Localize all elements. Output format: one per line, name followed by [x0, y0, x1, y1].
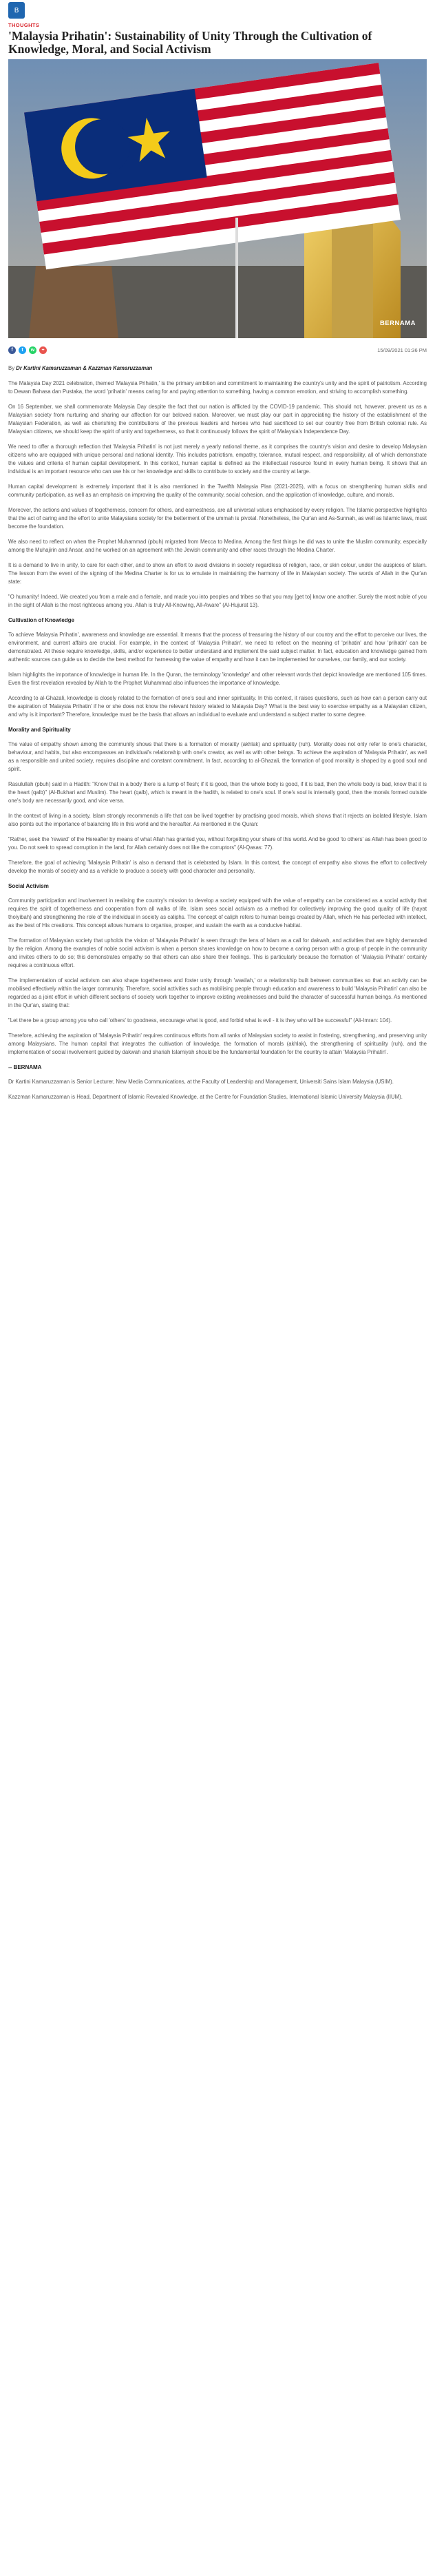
paragraph: We also need to reflect on when the Prophet Muhammad (pbuh) migrated from Mecca to Medina. Among the first things he did was to unite the Muslim community, especially among the Muhajirin and Ansar, and he worked on an agreement with the Jewish community and other races through the Medina Charter.	[8, 539, 427, 553]
watermark: BERNAMA	[379, 320, 416, 327]
quote: "Rather, seek the 'reward' of the Hereafter by means of what Allah has granted you, without forgetting your share of this world. And be good 'to others' as Allah has been good to you. Do not seek to spread corruption in the land, for Allah certainly does not like the corruptors" (Al-Qasas: 77).	[8, 836, 427, 851]
paragraph: According to al-Ghazali, knowledge is closely related to the formation of one's soul and inner spirituality. In this context, it raises questions, such as how can a person carry out the aspiration of 'Malaysia Prihatin' if he or she does not know the relevant history related to Malaysia Day? What is the best way to exercise empathy as a Malaysian citizen, and why is it important? Therefore, knowledge must be the basis that allows an individual to evaluate and understand a subject matter to some degree.	[8, 695, 427, 718]
publish-date: 15/09/2021 01:36 PM	[377, 346, 427, 353]
paragraph: Therefore, achieving the aspiration of 'Malaysia Prihatin' requires continuous efforts from all ranks of Malaysian society to assist in fostering, strengthening, and preserving unity among Malaysians. The human capital that integrates the cultivation of knowledge, the formation of morals (akhlak), the strengthening of spirituality (ruh), and the implementation of social involvement guided by dakwah and shariah Islamiyah should be the fundamental foundation for the country to attain 'Malaysia Prihatin'.	[8, 1032, 427, 1055]
byline-prefix: By	[8, 365, 17, 371]
quote: "Let there be a group among you who call 'others' to goodness, encourage what is good, and forbid what is evil - it is they who will be successful" (Ali-Imran: 104).	[8, 1017, 392, 1024]
paragraph: The formation of Malaysian society that upholds the vision of 'Malaysia Prihatin' is seen through the lens of Islam as a call for dakwah, and activities that are highly demanded by the religion. Among the examples of noble social activism is when a person shares knowledge on how to become a caring person with a group of people in the community and invites others to do so; this demonstrates empathy so that others can also share their feelings. This is particularly because the formation of 'Malaysia Prihatin' certainly requires a continuous effort.	[8, 937, 427, 968]
paragraph: The Malaysia Day 2021 celebration, themed 'Malaysia Prihatin,' is the primary ambition and commitment to maintaining the country's unity and the spirit of patriotism. According to Dewan Bahasa dan Pustaka, the word 'prihatin' means caring for and paying attention to something, having a common emotion, and striving to accomplish something.	[8, 380, 427, 395]
hero-image	[8, 59, 427, 338]
article-title: 'Malaysia Prihatin': Sustainability of Unity Through the Cultivation of Knowledge, Moral, and Social Activism	[8, 29, 372, 56]
bernama-logo[interactable]: B	[8, 2, 25, 19]
quote: "O humanity! Indeed, We created you from a male and a female, and made you into peoples and tribes so that you may [get to] know one another. Surely the most noble of you in the sight of Allah is the most righteous among you. Allah is truly All-Knowing, All-Aware" (Al-Hujurat 13).	[8, 594, 427, 608]
paragraph: The value of empathy shown among the community shows that there is a formation of morality (akhlak) and spirituality (ruh). Morality does not only refer to one's character, behaviour, and habits, but also encompasses an individual's relationship with one's creator, as well as with other beings. To achieve the aspiration of 'Malaysia Prihatin', as well as a responsible and united society, requires discipline and constant commitment. In fact, according to al-Ghazali, the formation of good morality is shaped by a good soul and spirit.	[8, 741, 427, 772]
paragraph: It is a demand to live in unity, to care for each other, and to show an effort to avoid divisions in society regardless of religion, race, or skin colour, under the auspices of Islam. The lesson from the event of the signing of the Medina Charter is for us to emulate in maintaining the harmony of life in Malaysian society. The words of Allah in the Qur'an state:	[8, 562, 427, 585]
paragraph: Community participation and involvement in realising the country's mission to develop a society equipped with the value of empathy can be considered as a social activity that requires the spirit of togetherness and cooperation from all walks of life. Islam sees social activism as a method for collectively improving the good quality of life (hayat thoiyibah) and strengthening the role of the individual in society as caliphs. The concept of caliph refers to human beings created by Allah, which He has perfected with intellect, as the best of His creations. This concept allows humans to organise, prosper, and sustain the earth as a conducive habitat.	[8, 897, 427, 928]
section-heading: Morality and Spirituality	[8, 727, 71, 733]
article-body	[8, 364, 427, 1101]
twitter-icon[interactable]: t	[19, 346, 26, 354]
section-heading: Cultivation of Knowledge	[8, 617, 74, 623]
category-label[interactable]: THOUGHTS	[8, 22, 40, 28]
byline-authors: Dr Kartini Kamaruzzaman & Kazzman Kamaruzzaman	[16, 365, 153, 371]
share-bar	[8, 346, 47, 354]
paragraph: Moreover, the actions and values of togetherness, concern for others, and earnestness, are all universal values emphasised by every religion. The Islamic perspective highlights that the act of caring and the effort to unite Malaysians society for the betterment of the ummah is pivotal. Nonetheless, the Qur'an and As-Sunnah, as well as Islamic laws, must become the foundation.	[8, 507, 427, 530]
site-header	[0, 0, 435, 21]
paragraph: Islam highlights the importance of knowledge in human life. In the Quran, the terminology 'knowledge' and other relevant words that depict knowledge are mentioned 105 times. Even the first revelation revealed by Allah to the Prophet Muhammad also influences the importance of knowledge.	[8, 672, 427, 686]
byline	[8, 364, 427, 373]
author-bio: Dr Kartini Kamaruzzaman is Senior Lecturer, New Media Communications, at the Faculty of Leadership and Management, Universiti Sains Islam Malaysia (USIM).	[8, 1079, 394, 1085]
paragraph: We need to offer a thorough reflection that 'Malaysia Prihatin' is not just merely a yearly national theme, as it comprises the country's vision and desire to develop Malaysian citizens who are equipped with unique personal and national identity. This includes patriotism, empathy, tolerance, mutual respect, and responsibility, all of which demonstrate the values and criteria of human capital development. In this context, human capital is defined as the intellectual resource found in every human being. It shows that an individual is an important resource who can use his or her knowledge and skills to contribute to society and the country at large.	[8, 444, 427, 475]
whatsapp-icon[interactable]: w	[29, 346, 36, 354]
paragraph: Human capital development is extremely important that it is also mentioned in the Twelfth Malaysia Plan (2021-2025), with a focus on strengthening human skills and community participation, as well as an emphasis on improving the quality of the community, social cohesion, and the application of knowledge, culture, and morals.	[8, 484, 427, 498]
article-meta	[8, 344, 427, 356]
section-heading: Social Activism	[8, 883, 49, 889]
paragraph: Therefore, the goal of achieving 'Malaysia Prihatin' is also a demand that is celebrated by Islam. In this context, the concept of empathy also shows the effort to collectively develop the morals of society and as a vehicle to produce a society with good character and personality.	[8, 860, 427, 874]
paragraph: Rasulullah (pbuh) said in a Hadith: "Know that in a body there is a lump of flesh; if it is good, then the whole body is good, if it is bad, then the whole body is bad, know that it is the heart (qalb)" (Al-Bukhari and Muslim). The heart (qalb), which is meant in the hadith, is related to one's soul. If one's soul is internally good, then the morals formed outside one's body are necessarily good, and vice versa.	[8, 781, 427, 804]
paragraph: To achieve 'Malaysia Prihatin', awareness and knowledge are essential. It means that the process of treasuring the history of our country and the effort to perceive our lives, the environment, and current affairs are crucial. For example, in the context of 'Malaysia Prihatin', we need to reflect on the meaning of 'prihatin' and how 'prihatin' can be demonstrated. All these require knowledge, skills, and/or experience to better understand and implement the said subject matter. In fact, education and knowledge gained from authentic sources can guide us to decide the best method for harnessing the value of empathy and how it can be implemented for ourselves, our family, and our society.	[8, 632, 427, 663]
signoff: -- BERNAMA	[8, 1064, 42, 1070]
paragraph: In the context of living in a society, Islam strongly recommends a life that can be lived together by practising good morals, which shows that it rejects an isolated lifestyle. Islam also points out the importance of balancing life in this world and the hereafter. As mentioned in the Quran:	[8, 813, 427, 827]
paragraph: The implementation of social activism can also shape togetherness and foster unity through 'wasilah,' or a relationship built between communities so that an activity can be mobilised effectively within the larger community. Therefore, social activities such as mobilising people through education and awareness to build 'Malaysia Prihatin' can also be regarded as a joint effort in which different sections of society work together to improve existing weaknesses and build the character of successful human beings. As mentioned in the Qur'an, stating that:	[8, 977, 427, 1008]
more-share-icon[interactable]: +	[39, 346, 47, 354]
malaysian-flag-image	[8, 59, 427, 338]
facebook-icon[interactable]: f	[8, 346, 16, 354]
author-bio: Kazzman Kamaruzzaman is Head, Department of Islamic Revealed Knowledge, at the Centre for Foundation Studies, International Islamic University Malaysia (IIUM).	[8, 1094, 403, 1100]
paragraph: On 16 September, we shall commemorate Malaysia Day despite the fact that our nation is afflicted by the COVID-19 pandemic. This should not, however, prevent us as a Malaysian society from nurturing and sharing our affection for our beloved nation. Moreover, we must play our part in appreciating the history of the establishment of the Malaysian Federation, as well as cherishing the contributions of the previous leaders and heroes who had sacrificed to set our country free from British colonial rule. As Malaysian citizens, we should keep the spirit of unity and togetherness, so that it continuously follows the spirit of Malaysia's Independence Day.	[8, 404, 427, 435]
